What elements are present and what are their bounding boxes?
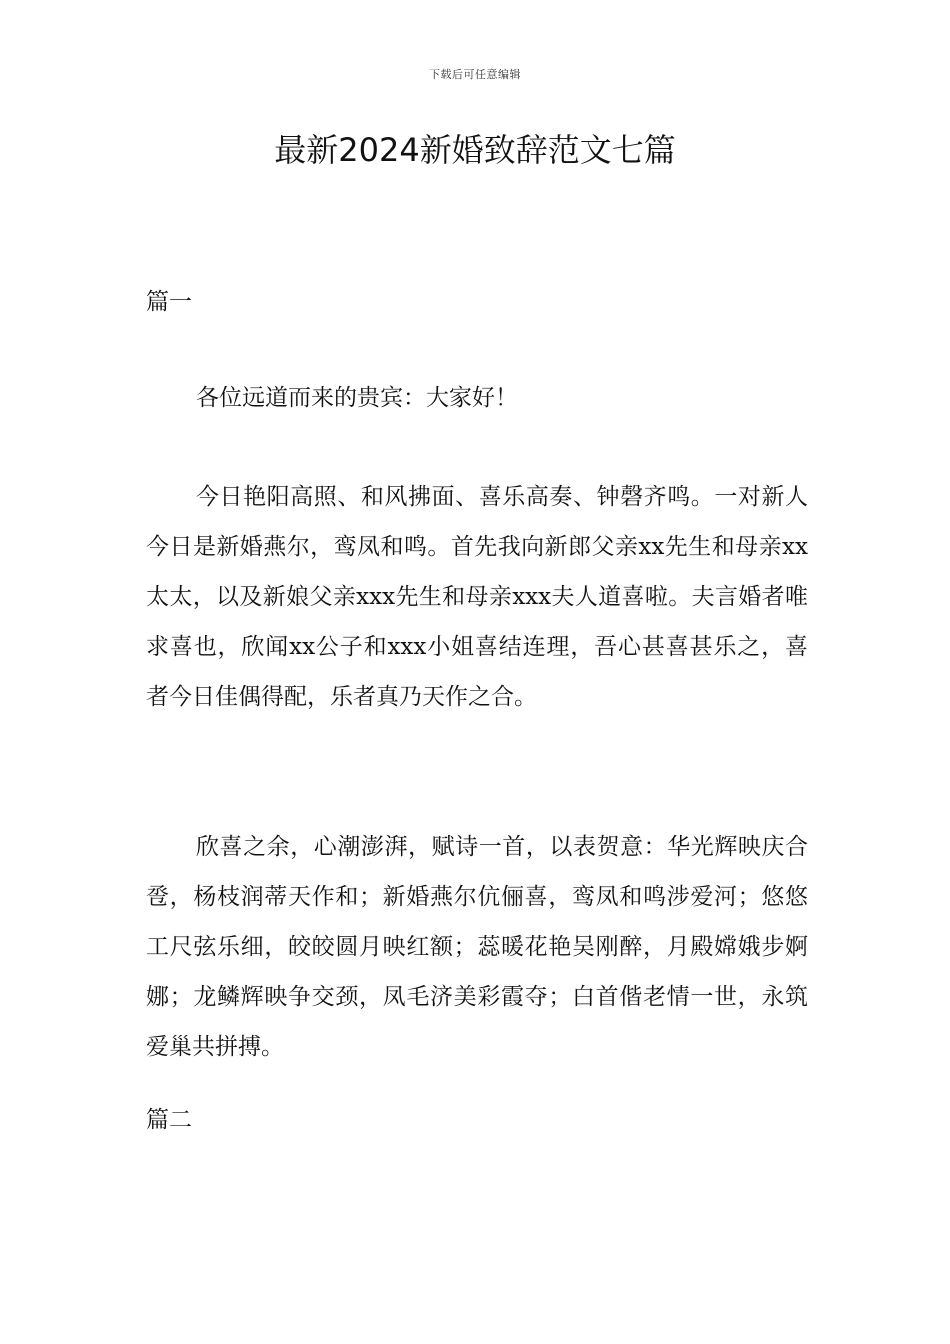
document-title: 最新2024新婚致辞范文七篇	[274, 131, 676, 169]
header-note: 下载后可任意编辑	[429, 68, 521, 81]
paragraph-greeting: 各位远道而来的贵宾：大家好！	[196, 385, 518, 411]
section-heading-1: 篇一	[146, 289, 192, 315]
section-heading-2: 篇二	[146, 1107, 192, 1133]
paragraph-body-2: 欣喜之余，心潮澎湃，赋诗一首，以表贺意：华光辉映庆合卺，杨枝润蒂天作和；新婚燕尔伉俪喜，鸾凤和鸣涉爱河；悠悠工尺弦乐细，皎皎圆月映红额；蕊暖花艳吴刚醉，月殿嫦娥步婀娜；龙鳞辉映争交颈，凤毛济美彩霞夺；白首偕老情一世，永筑爱巢共拼搏。	[146, 834, 808, 1060]
paragraph-body-1: 今日艳阳高照、和风拂面、喜乐高奏、钟磬齐鸣。一对新人今日是新婚燕尔，鸾凤和鸣。首先我向新郎父亲xx先生和母亲xx太太，以及新娘父亲xxx先生和母亲xxx夫人道喜啦。夫言婚者唯求喜也，欣闻xx公子和xxx小姐喜结连理，吾心甚喜甚乐之，喜者今日佳偶得配，乐者真乃天作之合。	[146, 484, 808, 710]
